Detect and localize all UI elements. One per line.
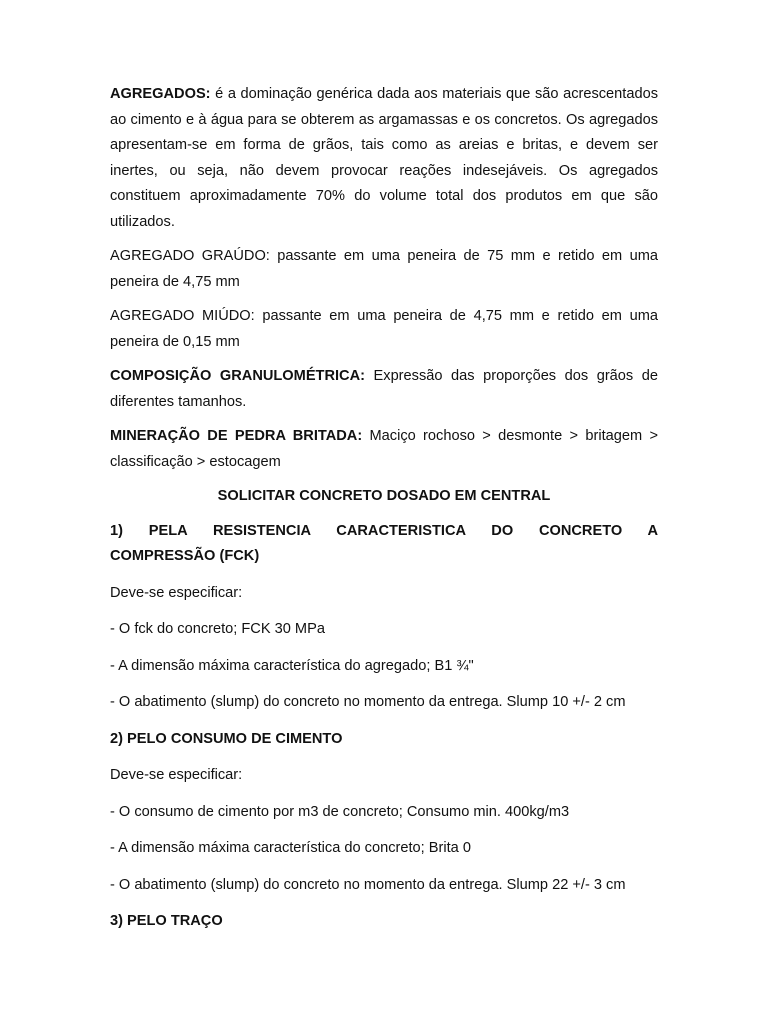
definition-composicao: Expressão das proporções dos grãos de diferentes tamanhos. <box>110 368 658 410</box>
item2-bullet-dimensao: - A dimensão máxima característica do concreto; Brita 0 <box>110 840 471 856</box>
document-page <box>110 82 658 944</box>
item1-heading-line1: 1) PELA RESISTENCIA CARACTERISTICA DO CONCRETO A <box>110 522 658 539</box>
term-composicao: COMPOSIÇÃO GRANULOMÉTRICA: <box>110 368 365 384</box>
paragraph-mineracao <box>110 424 658 475</box>
item1-bullet-fck: - O fck do concreto; FCK 30 MPa <box>110 621 325 637</box>
definition-mineracao: Maciço rochoso > desmonte > britagem > classificação > estocagem <box>110 428 658 470</box>
item1-heading-line2: COMPRESSÃO (FCK) <box>110 548 260 564</box>
item3-heading: 3) PELO TRAÇO <box>110 913 223 929</box>
item1-bullet-slump: - O abatimento (slump) do concreto no momento da entrega. Slump 10 +/- 2 cm <box>110 694 626 710</box>
term-agregados: AGREGADOS: <box>110 86 211 102</box>
paragraph-composicao <box>110 364 658 415</box>
item1-heading <box>110 519 658 570</box>
item2-bullet-consumo: - O consumo de cimento por m3 de concreto; Consumo min. 400kg/m3 <box>110 803 570 820</box>
item1-bullet-dimensao: - A dimensão máxima característica do agregado; B1 ¾" <box>110 657 474 674</box>
item1-intro: Deve-se especificar: <box>110 584 243 601</box>
definition-agregados: é a dominação genérica dada aos materiais que são acrescentados ao cimento e à água para se obterem as argamassas e os concretos. Os agregados apresentam-se em forma de grãos, tais como as areias e britas, e devem ser inertes, ou seja, não devem provocar reações indesejáveis. Os agregados constituem aproximadamente 70% do volume total dos produtos em que são utilizados. <box>110 86 658 230</box>
paragraph-agregados <box>110 82 658 235</box>
item2-intro: Deve-se especificar: <box>110 767 243 783</box>
item2-heading: 2) PELO CONSUMO DE CIMENTO <box>110 730 343 747</box>
item2-bullet-slump: - O abatimento (slump) do concreto no momento da entrega. Slump 22 +/- 3 cm <box>110 876 626 893</box>
term-mineracao: MINERAÇÃO DE PEDRA BRITADA: <box>110 428 363 444</box>
section-title: SOLICITAR CONCRETO DOSADO EM CENTRAL <box>217 488 551 504</box>
paragraph-agregado-graudo: AGREGADO GRAÚDO: passante em uma peneira de 75 mm e retido em uma peneira de 4,75 mm <box>110 248 658 290</box>
paragraph-agregado-miudo: AGREGADO MIÚDO: passante em uma peneira de 4,75 mm e retido em uma peneira de 0,15 mm <box>110 308 658 350</box>
